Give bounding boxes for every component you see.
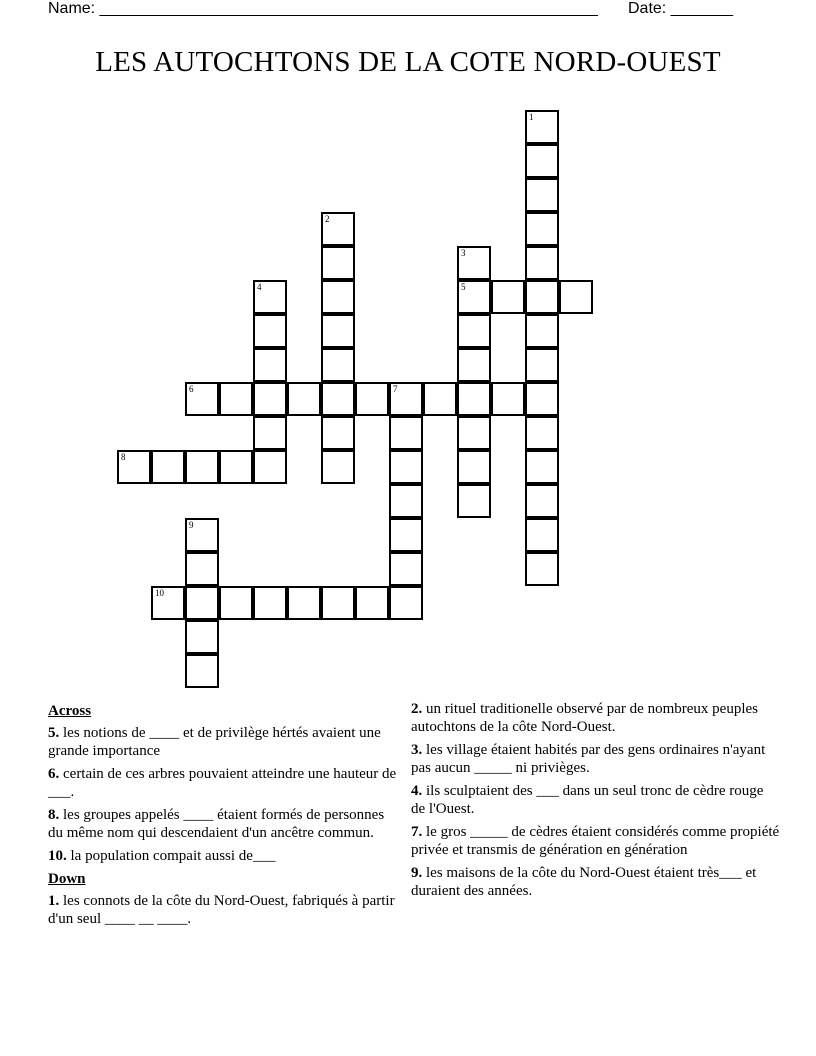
grid-cell[interactable]: [253, 586, 287, 620]
grid-cell[interactable]: [185, 654, 219, 688]
grid-cell[interactable]: [287, 586, 321, 620]
clue-number: 1.: [48, 893, 60, 909]
clue-item: [411, 864, 781, 900]
grid-cell[interactable]: [321, 586, 355, 620]
grid-cell[interactable]: [117, 450, 151, 484]
cell-number: 6: [189, 384, 194, 394]
grid-cell[interactable]: [151, 450, 185, 484]
grid-cell[interactable]: [185, 620, 219, 654]
grid-cell[interactable]: [321, 280, 355, 314]
clue-number: 2.: [411, 701, 423, 717]
clue-item: [411, 823, 781, 859]
clue-number: 7.: [411, 824, 423, 840]
clue-number: 3.: [411, 742, 423, 758]
grid-cell[interactable]: [525, 178, 559, 212]
grid-cell[interactable]: [525, 110, 559, 144]
grid-cell[interactable]: [321, 246, 355, 280]
name-field: Name: ________________________________________________________: [48, 0, 598, 17]
grid-cell[interactable]: [525, 416, 559, 450]
grid-cell[interactable]: [389, 518, 423, 552]
grid-cell[interactable]: [355, 586, 389, 620]
grid-cell[interactable]: [151, 586, 185, 620]
clue-text: les village étaient habités par des gens ordinaires n'ayant pas aucun _____ ni privièges.: [411, 742, 766, 776]
grid-cell[interactable]: [525, 212, 559, 246]
page-title: LES AUTOCHTONS DE LA COTE NORD-OUEST: [95, 46, 721, 78]
clue-text: les connots de la côte du Nord-Ouest, fabriqués à partir d'un seul ____ __ ____.: [48, 893, 395, 927]
grid-cell[interactable]: [525, 144, 559, 178]
grid-cell[interactable]: [457, 280, 491, 314]
clue-text: les maisons de la côte du Nord-Ouest étaient très___ et duraient des années.: [411, 865, 757, 899]
grid-cell[interactable]: [423, 382, 457, 416]
clue-item: [48, 892, 398, 928]
cell-number: 1: [529, 112, 534, 122]
clue-number: 8.: [48, 807, 60, 823]
grid-cell[interactable]: [321, 382, 355, 416]
grid-cell[interactable]: [525, 382, 559, 416]
clue-text: un rituel traditionelle observé par de nombreux peuples autochtons de la côte Nord-Ouest.: [411, 701, 758, 735]
cell-number: 4: [257, 282, 262, 292]
grid-cell[interactable]: [525, 246, 559, 280]
clue-number: 4.: [411, 783, 423, 799]
clue-number: 10.: [48, 848, 67, 864]
clue-item: [411, 741, 781, 777]
cell-number: 2: [325, 214, 330, 224]
clue-text: les notions de ____ et de privilège hértés avaient une grande importance: [48, 725, 381, 759]
grid-cell[interactable]: [525, 518, 559, 552]
clue-item: [411, 782, 781, 818]
cell-number: 7: [393, 384, 398, 394]
cell-number: 9: [189, 520, 194, 530]
grid-cell[interactable]: [253, 314, 287, 348]
cell-number: 3: [461, 248, 466, 258]
grid-cell[interactable]: [457, 484, 491, 518]
clue-text: la population compait aussi de___: [66, 848, 276, 864]
grid-cell[interactable]: [321, 348, 355, 382]
grid-cell[interactable]: [525, 552, 559, 586]
grid-cell[interactable]: [457, 382, 491, 416]
clue-number: 5.: [48, 725, 60, 741]
grid-cell[interactable]: [253, 280, 287, 314]
clue-item: [48, 724, 398, 760]
across-clue-list: [48, 724, 398, 865]
grid-cell[interactable]: [559, 280, 593, 314]
grid-cell[interactable]: [525, 314, 559, 348]
down-heading: Down: [48, 871, 86, 887]
cell-number: 5: [461, 282, 466, 292]
grid-cell[interactable]: [457, 450, 491, 484]
clue-item: [48, 847, 398, 865]
grid-cell[interactable]: [457, 314, 491, 348]
grid-cell[interactable]: [321, 212, 355, 246]
clues-left-column: [48, 700, 398, 933]
grid-cell[interactable]: [219, 450, 253, 484]
clue-text: certain de ces arbres pouvaient atteindre une hauteur de ___.: [48, 766, 397, 800]
clue-text: ils sculptaient des ___ dans un seul tronc de cèdre rouge de l'Ouest.: [411, 783, 764, 817]
clue-item: [48, 806, 398, 842]
grid-cell[interactable]: [185, 552, 219, 586]
grid-cell[interactable]: [525, 280, 559, 314]
grid-cell[interactable]: [389, 382, 423, 416]
grid-cell[interactable]: [253, 382, 287, 416]
grid-cell[interactable]: [389, 416, 423, 450]
clue-item: [411, 700, 781, 736]
cell-number: 8: [121, 452, 126, 462]
grid-cell[interactable]: [287, 382, 321, 416]
grid-cell[interactable]: [525, 348, 559, 382]
across-heading: Across: [48, 703, 92, 719]
grid-cell[interactable]: [389, 484, 423, 518]
grid-cell[interactable]: [253, 348, 287, 382]
grid-cell[interactable]: [185, 450, 219, 484]
clues-right-column: [411, 700, 781, 905]
grid-cell[interactable]: [457, 416, 491, 450]
grid-cell[interactable]: [525, 484, 559, 518]
clue-text: les groupes appelés ____ étaient formés de personnes du même nom qui descendaient d'un ancêtre commun.: [48, 807, 385, 841]
grid-cell[interactable]: [253, 450, 287, 484]
grid-cell[interactable]: [389, 552, 423, 586]
grid-cell[interactable]: [525, 450, 559, 484]
grid-cell[interactable]: [185, 518, 219, 552]
grid-cell[interactable]: [355, 382, 389, 416]
clue-number: 9.: [411, 865, 423, 881]
grid-cell[interactable]: [185, 382, 219, 416]
grid-cell[interactable]: [457, 348, 491, 382]
grid-cell[interactable]: [389, 450, 423, 484]
grid-cell[interactable]: [321, 314, 355, 348]
grid-cell[interactable]: [219, 586, 253, 620]
grid-cell[interactable]: [219, 382, 253, 416]
date-field: Date: _______: [628, 0, 733, 17]
grid-cell[interactable]: [491, 280, 525, 314]
clue-text: le gros _____ de cèdres étaient considérés comme propiété privée et transmis de génération en génération: [411, 824, 780, 858]
cell-number: 10: [155, 588, 164, 598]
grid-cell[interactable]: [491, 382, 525, 416]
grid-cell[interactable]: [457, 246, 491, 280]
grid-cell[interactable]: [321, 416, 355, 450]
grid-cell[interactable]: [253, 416, 287, 450]
grid-cell[interactable]: [389, 586, 423, 620]
grid-cell[interactable]: [185, 586, 219, 620]
clue-number: 6.: [48, 766, 60, 782]
grid-cell[interactable]: [321, 450, 355, 484]
clue-item: [48, 765, 398, 801]
